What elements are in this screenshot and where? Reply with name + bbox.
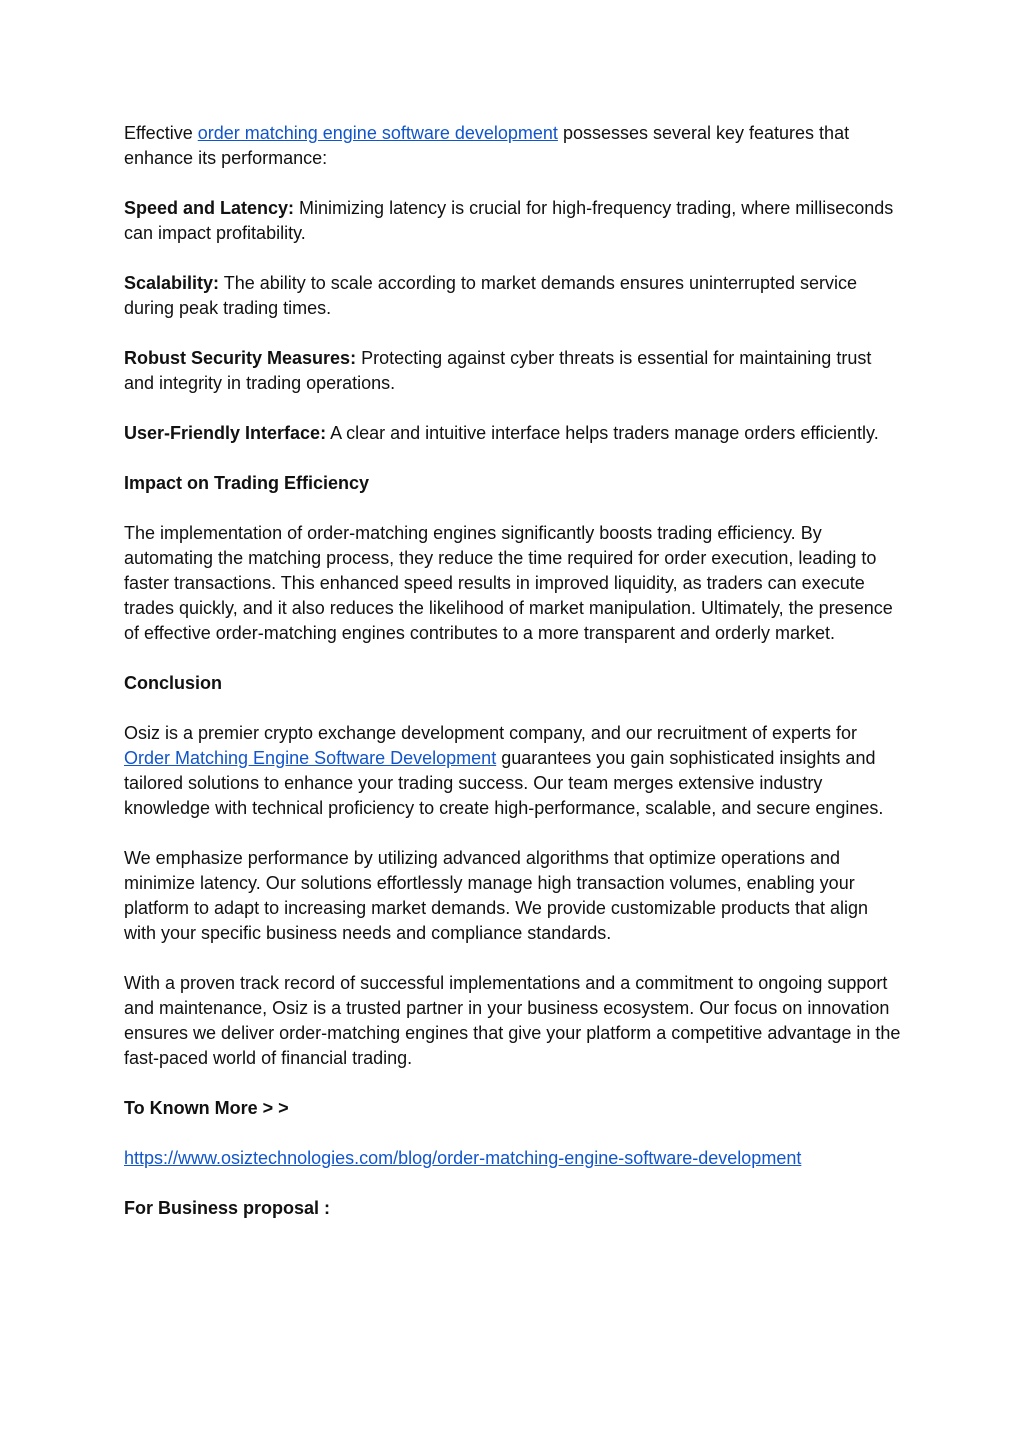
conclusion-heading: Conclusion	[124, 673, 222, 693]
intro-text-before: Effective	[124, 123, 198, 143]
intro-text-after: possesses several key features that enhance its performance:	[124, 123, 850, 168]
feature-label: Speed and Latency:	[124, 198, 295, 218]
feature-interface	[124, 421, 904, 446]
feature-label: User-Friendly Interface:	[124, 423, 327, 443]
feature-text: Minimizing latency is crucial for high-frequency trading, where milliseconds can impact profitability.	[124, 198, 894, 243]
conclusion-paragraph-3: With a proven track record of successful implementations and a commitment to ongoing support and maintenance, Osiz is a trusted partner in your business ecosystem. Our focus on innovation ensures we deliver order-matching engines that give your platform a competitive advantage in the fast-paced world of financial trading.	[124, 973, 901, 1068]
conclusion-link[interactable]: Order Matching Engine Software Development	[124, 748, 497, 768]
impact-paragraph: The implementation of order-matching engines significantly boosts trading efficiency. By automating the matching process, they reduce the time required for order execution, leading to faster transactions. This enhanced speed results in improved liquidity, as traders can execute trades quickly, and it also reduces the likelihood of market manipulation. Ultimately, the presence of effective order-matching engines contributes to a more transparent and orderly market.	[124, 523, 893, 643]
feature-label: Scalability:	[124, 273, 220, 293]
intro-link[interactable]: order matching engine software development	[197, 123, 558, 143]
blog-url-link[interactable]: https://www.osiztechnologies.com/blog/order-matching-engine-software-development	[124, 1148, 802, 1168]
conclusion-paragraph-2: We emphasize performance by utilizing advanced algorithms that optimize operations and minimize latency. Our solutions effortlessly manage high transaction volumes, enabling your platform to adapt to increasing market demands. We provide customizable products that align with your specific business needs and compliance standards.	[124, 848, 869, 943]
more-link-paragraph	[124, 1146, 904, 1171]
document-page	[124, 121, 904, 1246]
feature-speed	[124, 196, 904, 246]
more-heading: To Known More > >	[124, 1098, 289, 1118]
proposal-heading: For Business proposal :	[124, 1198, 331, 1218]
feature-scalability	[124, 271, 904, 321]
feature-text: The ability to scale according to market demands ensures uninterrupted service during peak trading times.	[124, 273, 858, 318]
conclusion-text-after: guarantees you gain sophisticated insights and tailored solutions to enhance your trading success. Our team merges extensive industry knowledge with technical proficiency to create high-performance, scalable, and secure engines.	[124, 748, 884, 818]
intro-paragraph	[124, 121, 904, 171]
conclusion-paragraph-1	[124, 721, 904, 821]
feature-label: Robust Security Measures:	[124, 348, 357, 368]
impact-heading: Impact on Trading Efficiency	[124, 473, 370, 493]
feature-text: Protecting against cyber threats is essential for maintaining trust and integrity in trading operations.	[124, 348, 872, 393]
feature-security	[124, 346, 904, 396]
feature-text: A clear and intuitive interface helps traders manage orders efficiently.	[326, 423, 879, 443]
conclusion-text-before: Osiz is a premier crypto exchange development company, and our recruitment of experts for	[124, 723, 858, 743]
